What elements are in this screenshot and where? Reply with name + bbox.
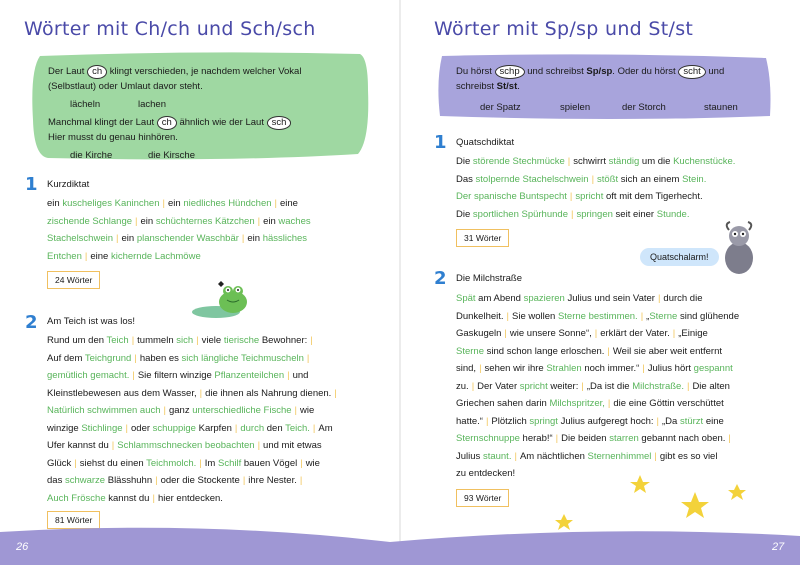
text-segment: schwirrt — [573, 156, 609, 167]
highlight-word: Stachelschwein — [47, 233, 114, 244]
text-segment: „ — [646, 310, 650, 322]
text-segment: Sie filtern winzige — [137, 370, 215, 381]
text-segment: wie unsere Sonne“, — [509, 328, 592, 339]
exercise-title: Quatschdiktat — [456, 137, 515, 148]
separator: | — [654, 450, 657, 462]
text-line — [456, 395, 739, 413]
highlight-word: Teich — [106, 335, 129, 346]
separator: | — [569, 191, 573, 202]
text-segment: Julius aufgeregt hoch: — [557, 415, 654, 427]
highlight-word: Natürlich schwimmen auch — [47, 405, 161, 416]
highlight-word: waches — [278, 215, 311, 227]
text-line — [456, 153, 735, 171]
separator: | — [686, 380, 690, 392]
highlight-word: stürzt — [679, 415, 704, 427]
text-line — [47, 332, 340, 350]
text-segment: Weil sie aber weit entfernt — [612, 345, 723, 357]
text-segment: winzige — [47, 422, 82, 434]
dictation-text — [456, 153, 735, 223]
text-segment: den — [264, 422, 286, 434]
highlight-word: Entchen — [47, 250, 82, 262]
separator: | — [657, 293, 661, 304]
text-line — [456, 325, 739, 343]
text-segment: tummeln — [137, 335, 177, 346]
highlight-word: unterschiedliche Fische — [192, 405, 292, 416]
highlight-word: niedliches Hündchen — [183, 198, 272, 209]
text-segment: sich an einem — [618, 173, 683, 185]
text-segment: oft mit dem Tigerhecht. — [603, 191, 703, 202]
highlight-word: hässliches — [262, 233, 308, 244]
highlight-word: Sterne bestimmen. — [557, 310, 638, 322]
text-line — [47, 230, 311, 248]
rule-text: . — [517, 81, 520, 92]
highlight-word: Strahlen — [546, 363, 582, 374]
text-line — [456, 290, 739, 308]
sound-marker: ch — [157, 116, 177, 130]
separator: | — [257, 440, 261, 451]
example-word: die Kirche — [70, 150, 113, 161]
highlight-word: schüchternes Kätzchen — [155, 215, 255, 227]
rule-text: Hier musst du genau hinhören. — [48, 132, 178, 143]
separator: | — [656, 415, 659, 427]
text-segment: Ufer kannst du — [47, 440, 109, 451]
word-count: 93 Wörter — [456, 489, 509, 507]
highlight-word: stößt — [597, 173, 619, 185]
text-segment: kannst du — [105, 492, 150, 504]
separator: | — [155, 475, 158, 486]
separator: | — [131, 335, 135, 346]
text-line — [456, 448, 739, 466]
highlight-word: zischende Schlange — [47, 215, 133, 227]
exercise-number: 1 — [434, 132, 447, 153]
text-line — [456, 360, 739, 378]
highlight-word: spazieren — [523, 293, 565, 304]
separator: | — [287, 370, 290, 381]
text-line — [456, 343, 739, 361]
rule-text: ähnlich wie der Laut — [179, 117, 264, 128]
example-word: der Storch — [622, 102, 666, 113]
example-word: lachen — [138, 99, 166, 110]
rule-text: (Selbstlaut) oder Umlaut davor steht. — [48, 81, 203, 92]
highlight-word: Sterne — [456, 345, 484, 357]
highlight-word: durch — [240, 422, 265, 434]
highlight-word: Teich. — [285, 422, 310, 434]
text-line — [47, 248, 311, 266]
text-segment: „Da — [662, 415, 680, 427]
text-line — [47, 472, 340, 490]
text-segment: sind glühende — [677, 310, 740, 322]
sound-marker: ch — [87, 65, 107, 79]
text-line — [47, 367, 340, 385]
text-segment: Der Vater — [477, 380, 520, 392]
highlight-word: Sternenhimmel — [587, 450, 652, 462]
sound-marker: sch — [267, 116, 292, 130]
separator: | — [134, 352, 137, 364]
separator: | — [125, 422, 128, 434]
text-segment: Plötzlich — [491, 415, 530, 427]
separator: | — [594, 328, 598, 339]
text-segment: Glück — [47, 457, 72, 469]
separator: | — [74, 457, 77, 469]
highlight-word: Schlammschnecken beobachten — [117, 440, 255, 451]
text-segment: seit einer — [612, 208, 657, 220]
text-segment: Blässhuhn — [105, 475, 153, 486]
highlight-word: Stunde. — [656, 208, 690, 220]
text-segment: Am — [318, 422, 333, 434]
highlight-word: Milchstraße. — [632, 380, 684, 392]
text-line — [456, 206, 735, 224]
separator: | — [111, 440, 115, 451]
separator: | — [591, 173, 595, 185]
exercise-title: Die Milchstraße — [456, 273, 522, 284]
separator: | — [607, 398, 611, 409]
text-segment: Karpfen — [195, 422, 232, 434]
separator: | — [334, 387, 337, 399]
highlight-word: Schilf — [217, 457, 242, 469]
text-segment: ein — [140, 215, 156, 227]
example-word: die Kirsche — [148, 150, 195, 161]
separator: | — [163, 405, 166, 416]
text-segment: wie — [305, 457, 320, 469]
text-segment: sind schon lange erloschen. — [484, 345, 605, 357]
rule-text: und — [708, 66, 725, 77]
highlight-word: Der spanische Buntspecht — [456, 191, 567, 202]
highlight-word: störende Stechmücke — [472, 156, 565, 167]
highlight-word: schuppige — [152, 422, 196, 434]
separator: | — [672, 328, 676, 339]
text-segment: zu. — [456, 380, 469, 392]
example-word: lächeln — [70, 99, 101, 110]
text-segment: oder — [131, 422, 153, 434]
page-number-left: 26 — [16, 541, 29, 553]
exercise-title: Kurzdiktat — [47, 179, 90, 190]
separator: | — [312, 422, 316, 434]
text-line — [47, 402, 340, 420]
highlight-word: Sterne — [649, 310, 678, 322]
rule-text: und schreibst — [527, 66, 584, 77]
text-segment: Kleinstlebewesen aus dem Wasser, — [47, 387, 197, 399]
highlight-word: planschender Waschbär — [136, 233, 239, 244]
text-segment: Am nächtlichen — [519, 450, 588, 462]
separator: | — [642, 363, 645, 374]
separator: | — [471, 380, 475, 392]
text-segment: und mit etwas — [263, 440, 322, 451]
dictation-text — [47, 195, 311, 265]
text-line — [47, 195, 311, 213]
separator: | — [199, 457, 202, 469]
separator: | — [310, 335, 313, 346]
text-line — [456, 308, 739, 326]
highlight-word: gemütlich gemacht. — [47, 370, 130, 381]
highlight-word: Stichlinge — [81, 422, 123, 434]
highlight-word: spricht — [575, 191, 604, 202]
text-segment: Julius und sein Vater — [564, 293, 655, 304]
text-line — [47, 350, 340, 368]
speech-bubble: Quatschalarm! — [640, 248, 719, 266]
text-segment: ein — [47, 198, 63, 209]
text-segment: zu entdecken! — [456, 468, 516, 479]
page-footer-wave — [0, 520, 800, 565]
text-segment: wie — [299, 405, 315, 416]
separator: | — [479, 363, 482, 374]
text-segment: gebannt nach oben. — [638, 433, 726, 444]
example-word: staunen — [704, 102, 738, 113]
separator: | — [84, 250, 88, 262]
highlight-word: Stein. — [682, 173, 707, 185]
text-segment: Die alten — [692, 380, 730, 392]
exercise-number: 1 — [25, 174, 38, 195]
text-line — [47, 455, 340, 473]
text-line — [47, 490, 340, 508]
highlight-word: spricht — [519, 380, 548, 392]
highlight-word: schwarze — [64, 475, 106, 486]
separator: | — [294, 405, 297, 416]
text-segment: weiter: — [547, 380, 579, 392]
highlight-word: sich — [176, 335, 194, 346]
text-segment: bauen Vögel — [241, 457, 298, 469]
highlight-word: Kuchenstücke. — [673, 156, 736, 167]
separator: | — [132, 370, 135, 381]
sound-marker: scht — [678, 65, 705, 79]
text-segment: Julius — [456, 450, 483, 462]
highlight-word: staunt. — [482, 450, 512, 462]
page-title-left: Wörter mit Ch/ch und Sch/sch — [24, 18, 316, 40]
example-row — [70, 97, 358, 112]
exercise-title: Am Teich ist was los! — [47, 316, 135, 327]
text-segment: Dunkelheit. — [456, 310, 504, 322]
highlight-word: Teichgrund — [84, 352, 132, 364]
text-segment: ein — [167, 198, 184, 209]
word-count: 24 Wörter — [47, 271, 100, 289]
separator: | — [504, 328, 507, 339]
page-title-right: Wörter mit Sp/sp und St/st — [434, 18, 694, 40]
text-segment: viele — [201, 335, 224, 346]
text-segment: Im — [204, 457, 218, 469]
text-segment: erklärt der Vater. — [600, 328, 670, 339]
rule-text: Du hörst — [456, 66, 492, 77]
text-segment: ein — [247, 233, 263, 244]
highlight-word: gespannt — [693, 363, 733, 374]
highlight-word: tierische — [223, 335, 260, 346]
text-segment: Die beiden — [561, 433, 610, 444]
highlight-word: Teichmolch. — [146, 457, 197, 469]
sound-marker: schp — [495, 65, 525, 79]
text-segment: Auf dem — [47, 352, 85, 364]
text-segment: durch die — [663, 293, 703, 304]
text-segment: sehen wir ihre — [484, 363, 547, 374]
separator: | — [581, 380, 584, 392]
separator: | — [116, 233, 119, 244]
text-segment: „Da ist die — [586, 380, 633, 392]
text-segment: ein — [263, 215, 279, 227]
highlight-word: springt — [529, 415, 558, 427]
text-segment: eine — [703, 415, 724, 427]
text-segment: „Einige — [678, 328, 708, 339]
text-segment: Gaskugeln — [456, 328, 502, 339]
rule-bold: St/st — [496, 81, 518, 92]
example-row — [70, 148, 358, 163]
text-line — [456, 430, 739, 448]
exercise-number: 2 — [25, 312, 38, 333]
highlight-word: springen — [576, 208, 613, 220]
text-line — [456, 413, 739, 431]
word-count: 31 Wörter — [456, 229, 509, 247]
rule-text: klingt verschieden, je nachdem welcher Vokal — [109, 66, 302, 77]
text-line — [456, 171, 735, 189]
highlight-word: Sternschnuppe — [456, 433, 520, 444]
example-row — [480, 100, 771, 115]
separator: | — [300, 457, 303, 469]
separator: | — [607, 345, 610, 357]
text-line — [47, 420, 340, 438]
text-segment: am Abend — [475, 293, 524, 304]
text-segment: oder die Stockente — [160, 475, 240, 486]
separator: | — [555, 433, 559, 444]
text-segment: Griechen sahen darin — [456, 398, 550, 409]
frog-icon — [188, 278, 260, 323]
text-segment: Die — [456, 156, 473, 167]
highlight-word: Spät — [456, 293, 476, 304]
highlight-word: sportlichen Spürhunde — [472, 208, 568, 220]
example-word: spielen — [560, 102, 591, 113]
text-segment: Das — [456, 173, 476, 185]
separator: | — [299, 475, 303, 486]
dictation-text — [456, 290, 739, 483]
separator: | — [257, 215, 261, 227]
separator: | — [152, 492, 155, 504]
rule-text: schreibst — [456, 81, 495, 92]
separator: | — [234, 422, 238, 434]
rule-text: Der Laut — [48, 66, 85, 77]
highlight-word: Auch Frösche — [47, 492, 106, 504]
separator: | — [506, 310, 509, 322]
text-segment: die eine Göttin verschüttet — [613, 398, 724, 409]
dictation-text — [47, 332, 340, 507]
exercise-number: 2 — [434, 268, 447, 289]
right-page — [400, 0, 800, 565]
text-segment: um die — [639, 156, 674, 167]
text-segment: Julius hört — [647, 363, 694, 374]
separator: | — [162, 198, 165, 209]
text-segment: die ihnen als Nahrung dienen. — [205, 387, 332, 399]
rule-bold: Sp/sp — [586, 66, 613, 77]
text-segment: ganz — [168, 405, 193, 416]
text-segment: eine — [90, 250, 111, 262]
rule-text: Manchmal klingt der Laut — [48, 117, 155, 128]
separator: | — [485, 415, 489, 427]
text-segment: gibt es so viel — [659, 450, 718, 462]
highlight-word: starren — [609, 433, 639, 444]
highlight-word: stolpernde Stachelschwein — [475, 173, 589, 185]
separator: | — [196, 335, 199, 346]
text-segment: Die — [456, 208, 473, 220]
separator: | — [274, 198, 277, 209]
separator: | — [570, 208, 574, 220]
text-segment: Sie wollen — [512, 310, 558, 322]
example-word: der Spatz — [480, 102, 521, 113]
text-segment: sind, — [456, 363, 477, 374]
text-segment: siehst du einen — [79, 457, 147, 469]
text-segment: hatte.“ — [456, 415, 483, 427]
separator: | — [242, 475, 246, 486]
highlight-word: sich längliche Teichmuscheln — [181, 352, 304, 364]
text-line — [47, 437, 340, 455]
page-number-right: 27 — [772, 541, 785, 553]
text-segment: ihre Nester. — [248, 475, 297, 486]
rule-text-left — [48, 64, 358, 163]
highlight-word: ständig — [608, 156, 640, 167]
separator: | — [567, 156, 571, 167]
highlight-word: Milchspritzer, — [549, 398, 605, 409]
separator: | — [640, 310, 644, 322]
separator: | — [199, 387, 203, 399]
rule-text: . Oder du hörst — [612, 66, 676, 77]
highlight-word: kichernde Lachmöwe — [110, 250, 201, 262]
highlight-word: kuscheliges Kaninchen — [62, 198, 160, 209]
text-segment: herab!“ — [519, 433, 553, 444]
highlight-word: Pflanzenteilchen — [214, 370, 285, 381]
text-segment: ein — [121, 233, 137, 244]
text-segment: das — [47, 475, 65, 486]
text-line — [47, 385, 340, 403]
text-line — [456, 188, 735, 206]
separator: | — [306, 352, 310, 364]
text-segment: hier entdecken. — [157, 492, 223, 504]
separator: | — [728, 433, 731, 444]
text-line — [456, 378, 739, 396]
text-segment: eine — [279, 198, 298, 209]
text-segment: und — [292, 370, 309, 381]
rule-text-right — [456, 64, 771, 115]
word-count: 81 Wörter — [47, 511, 100, 529]
text-line — [47, 213, 311, 231]
text-segment: Rund um den — [47, 335, 107, 346]
text-segment: haben es — [139, 352, 182, 364]
separator: | — [241, 233, 245, 244]
text-segment: noch immer.“ — [581, 363, 640, 374]
separator: | — [135, 215, 138, 227]
sheep-icon — [718, 220, 760, 278]
text-segment: Bewohner: — [259, 335, 308, 346]
separator: | — [514, 450, 517, 462]
